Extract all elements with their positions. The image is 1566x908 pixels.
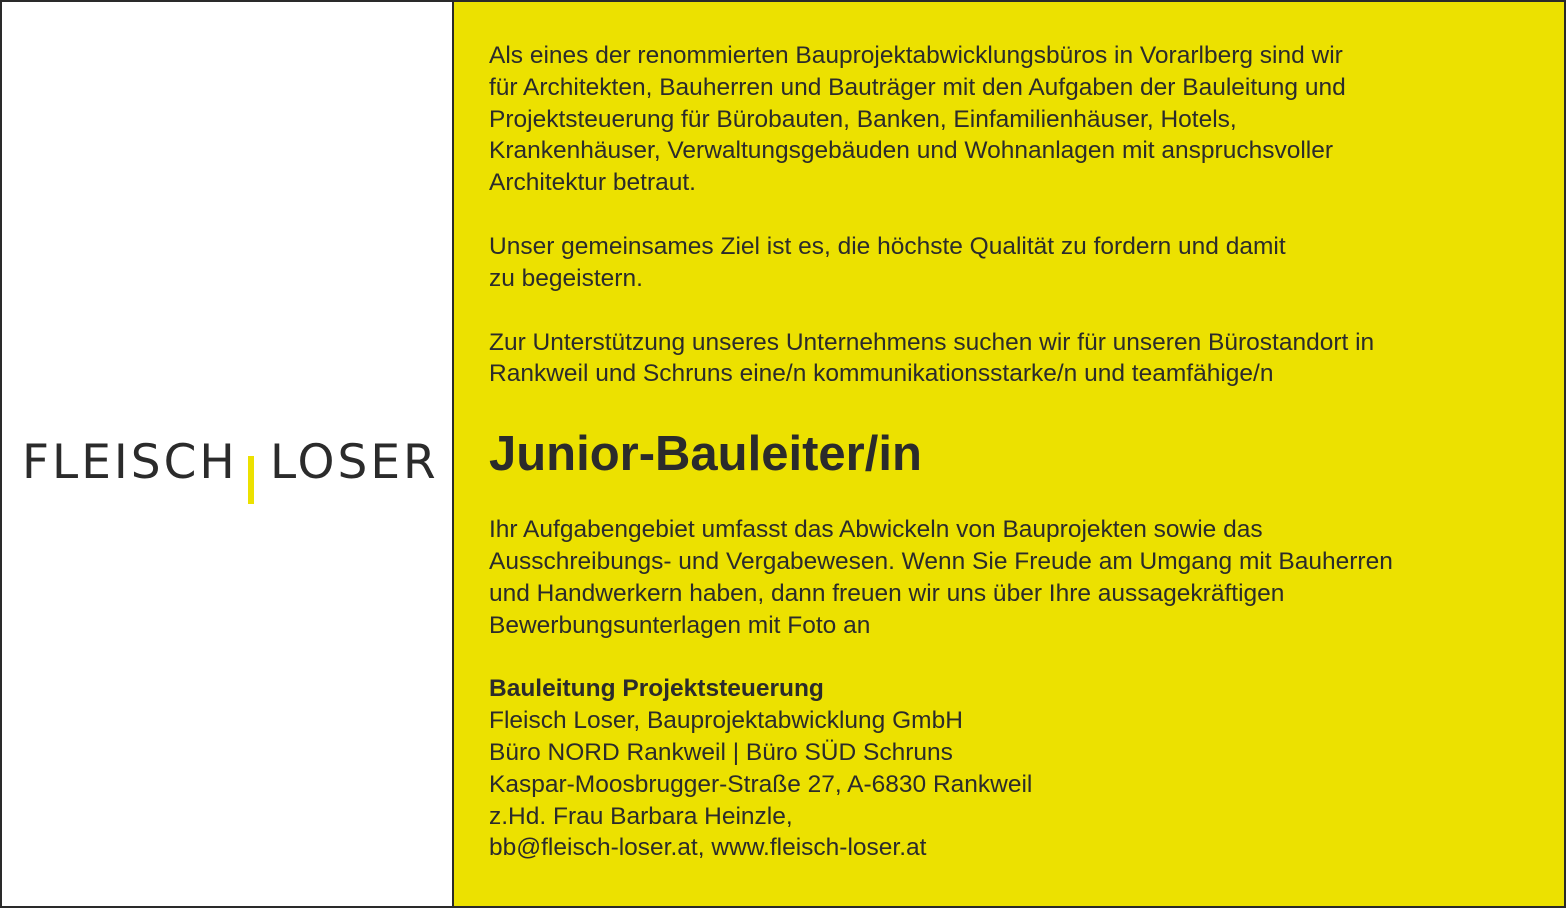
contact-heading: Bauleitung Projektsteuerung [489, 675, 824, 703]
contact-attention: z.Hd. Frau Barbara Heinzle, [489, 802, 793, 830]
contact-company: Fleisch Loser, Bauprojektabwicklung GmbH [489, 707, 963, 735]
logo-accent-bar [248, 456, 254, 504]
intro-paragraph-1: Als eines der renommierten Bauprojektabwicklungsbüros in Vorarlberg sind wir für Architekten, Bauherren und Bauträger mit den Aufgaben der Bauleitung und Projektsteuerung für Bürobauten, Banken, Einfamilienhäuser, Hotels, Krankenhäuser, Verwaltungsgebäuden und Wohnanlagen mit anspruchsvoller Architektur betraut. [489, 42, 1346, 197]
company-logo [22, 434, 442, 504]
intro-paragraph-3: Zur Unterstützung unseres Unternehmens suchen wir für unseren Bürostandort in Rankweil und Schruns eine/n kommunikationsstarke/n und teamfähige/n [489, 328, 1375, 388]
logo-text-loser: LOSER [270, 435, 439, 490]
logo-panel [2, 2, 454, 906]
contact-address: Kaspar-Moosbrugger-Straße 27, A-6830 Rankweil [489, 770, 1033, 798]
contact-email-web: bb@fleisch-loser.at, www.fleisch-loser.at [489, 834, 927, 862]
logo-text-fleisch: FLEISCH [22, 435, 238, 490]
job-description: Ihr Aufgabengebiet umfasst das Abwickeln von Bauprojekten sowie das Ausschreibungs- und Vergabewesen. Wenn Sie Freude am Umgang mit Bauherren und Handwerkern haben, dann freuen wir uns über Ihre aussagekräftigen Bewerbungsunterlagen mit Foto an [489, 516, 1393, 639]
contact-offices: Büro NORD Rankweil | Büro SÜD Schruns [489, 738, 953, 766]
text-panel [454, 2, 1564, 906]
ad-content [489, 40, 1549, 864]
job-title: Junior-Bauleiter/in [489, 427, 922, 482]
intro-paragraph-2: Unser gemeinsames Ziel ist es, die höchste Qualität zu fordern und damit zu begeistern. [489, 232, 1286, 292]
